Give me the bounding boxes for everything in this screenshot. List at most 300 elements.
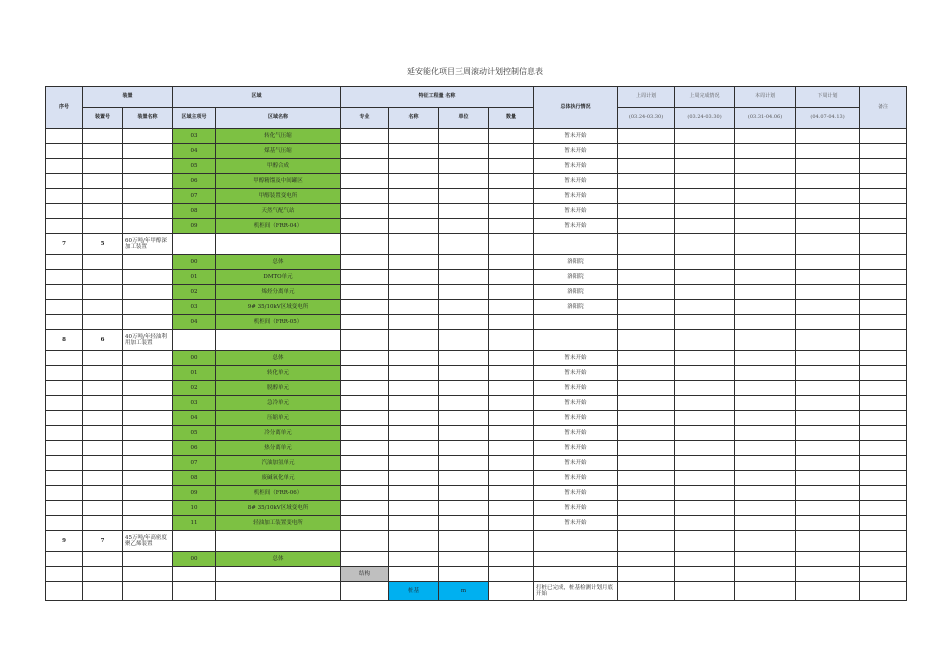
empty-cell bbox=[796, 426, 860, 441]
empty-cell bbox=[675, 315, 735, 330]
empty-cell bbox=[735, 441, 796, 456]
device-name-cell bbox=[123, 396, 173, 411]
empty-cell bbox=[618, 582, 675, 601]
empty-cell bbox=[796, 501, 860, 516]
exec-status-cell: 洛阳院 bbox=[534, 255, 618, 270]
empty-cell bbox=[618, 552, 675, 567]
area-main-item-cell: 04 bbox=[173, 315, 216, 330]
qty-unit-cell: m bbox=[439, 582, 489, 601]
empty-cell bbox=[735, 426, 796, 441]
qty-quantity-cell bbox=[489, 582, 534, 601]
empty-cell bbox=[796, 129, 860, 144]
area-name-cell: 废碱氧化单元 bbox=[216, 471, 341, 486]
device-no-cell bbox=[83, 315, 123, 330]
empty-cell bbox=[439, 531, 489, 552]
empty-cell bbox=[618, 285, 675, 300]
qty-quantity-cell bbox=[489, 381, 534, 396]
table-row bbox=[46, 219, 907, 234]
qty-quantity-cell bbox=[489, 159, 534, 174]
seq-cell bbox=[46, 486, 83, 501]
empty-cell bbox=[735, 396, 796, 411]
empty-cell bbox=[618, 159, 675, 174]
header-area: 区域 bbox=[173, 87, 341, 108]
qty-unit-cell bbox=[439, 270, 489, 285]
empty-cell bbox=[675, 456, 735, 471]
empty-cell bbox=[735, 582, 796, 601]
empty-cell bbox=[796, 159, 860, 174]
qty-name-cell bbox=[389, 471, 439, 486]
qty-name-cell bbox=[389, 219, 439, 234]
device-no-cell: 7 bbox=[83, 531, 123, 552]
empty-cell bbox=[675, 441, 735, 456]
area-name-cell: 转化单元 bbox=[216, 366, 341, 381]
device-no-cell bbox=[83, 381, 123, 396]
table-row bbox=[46, 582, 907, 601]
seq-cell bbox=[46, 300, 83, 315]
area-name-cell: 烯烃分离单元 bbox=[216, 285, 341, 300]
device-no-cell bbox=[83, 144, 123, 159]
header-qty-group: 特征工程量 名称 bbox=[341, 87, 534, 108]
specialty-cell bbox=[341, 411, 389, 426]
empty-cell bbox=[618, 300, 675, 315]
qty-unit-cell bbox=[439, 189, 489, 204]
area-main-item-cell: 08 bbox=[173, 471, 216, 486]
device-name-cell bbox=[123, 174, 173, 189]
device-no-cell bbox=[83, 174, 123, 189]
device-no-cell bbox=[83, 129, 123, 144]
header-date-next-plan: (04.07-04.13) bbox=[796, 108, 860, 129]
area-main-item-cell: 03 bbox=[173, 129, 216, 144]
empty-cell bbox=[796, 315, 860, 330]
empty-cell bbox=[675, 396, 735, 411]
empty-cell bbox=[173, 330, 216, 351]
qty-name-cell bbox=[389, 366, 439, 381]
empty-cell bbox=[735, 366, 796, 381]
specialty-cell bbox=[341, 219, 389, 234]
empty-cell bbox=[341, 234, 389, 255]
qty-unit-cell bbox=[439, 471, 489, 486]
area-main-item-cell: 04 bbox=[173, 144, 216, 159]
qty-quantity-cell bbox=[489, 501, 534, 516]
specialty-cell: 结构 bbox=[341, 567, 389, 582]
table-row bbox=[46, 411, 907, 426]
table-row bbox=[46, 366, 907, 381]
empty-cell bbox=[860, 270, 907, 285]
exec-status-cell: 暂未开始 bbox=[534, 159, 618, 174]
area-main-item-cell: 09 bbox=[173, 486, 216, 501]
empty-cell bbox=[860, 567, 907, 582]
seq-cell bbox=[46, 129, 83, 144]
area-main-item-cell: 00 bbox=[173, 351, 216, 366]
empty-cell bbox=[534, 531, 618, 552]
header-date-last-plan: (03.24-03.30) bbox=[618, 108, 675, 129]
empty-cell bbox=[860, 381, 907, 396]
seq-cell bbox=[46, 159, 83, 174]
qty-quantity-cell bbox=[489, 204, 534, 219]
specialty-cell bbox=[341, 255, 389, 270]
empty-cell bbox=[796, 486, 860, 501]
device-no-cell bbox=[83, 552, 123, 567]
area-name-cell: 脱醇单元 bbox=[216, 381, 341, 396]
table-row bbox=[46, 255, 907, 270]
table-header bbox=[46, 87, 907, 129]
qty-name-cell bbox=[389, 351, 439, 366]
empty-cell bbox=[860, 456, 907, 471]
empty-cell bbox=[216, 531, 341, 552]
area-main-item-cell: 03 bbox=[173, 396, 216, 411]
header-exec-status: 总体执行情况 bbox=[534, 87, 618, 129]
empty-cell bbox=[618, 270, 675, 285]
qty-name-cell bbox=[389, 204, 439, 219]
empty-cell bbox=[735, 501, 796, 516]
device-name-cell: 45万吨/年高密度聚乙烯装置 bbox=[123, 531, 173, 552]
area-name-cell: 甲醇合成 bbox=[216, 159, 341, 174]
empty-cell bbox=[735, 516, 796, 531]
seq-cell bbox=[46, 426, 83, 441]
qty-quantity-cell bbox=[489, 552, 534, 567]
empty-cell bbox=[796, 204, 860, 219]
specialty-cell bbox=[341, 396, 389, 411]
exec-status-cell: 暂未开始 bbox=[534, 456, 618, 471]
device-name-cell bbox=[123, 129, 173, 144]
empty-cell bbox=[735, 129, 796, 144]
specialty-cell bbox=[341, 351, 389, 366]
qty-name-cell bbox=[389, 300, 439, 315]
qty-unit-cell bbox=[439, 129, 489, 144]
specialty-cell bbox=[341, 441, 389, 456]
qty-name-cell bbox=[389, 129, 439, 144]
table-row bbox=[46, 501, 907, 516]
device-name-cell bbox=[123, 381, 173, 396]
exec-status-cell: 暂未开始 bbox=[534, 189, 618, 204]
device-no-cell bbox=[83, 300, 123, 315]
empty-cell bbox=[735, 471, 796, 486]
empty-cell bbox=[735, 552, 796, 567]
empty-cell bbox=[675, 255, 735, 270]
empty-cell bbox=[860, 411, 907, 426]
device-no-cell bbox=[83, 501, 123, 516]
empty-cell bbox=[618, 234, 675, 255]
device-name-cell bbox=[123, 471, 173, 486]
empty-cell bbox=[735, 411, 796, 426]
seq-cell bbox=[46, 219, 83, 234]
qty-quantity-cell bbox=[489, 516, 534, 531]
specialty-cell bbox=[341, 144, 389, 159]
qty-quantity-cell bbox=[489, 144, 534, 159]
sheet-title: 延安能化项目三周滚动计划控制信息表 bbox=[407, 67, 543, 76]
empty-cell bbox=[796, 330, 860, 351]
area-name-cell: DMTO单元 bbox=[216, 270, 341, 285]
exec-status-cell: 暂未开始 bbox=[534, 411, 618, 426]
seq-cell bbox=[46, 567, 83, 582]
area-main-item-cell: 06 bbox=[173, 441, 216, 456]
empty-cell bbox=[618, 315, 675, 330]
qty-quantity-cell bbox=[489, 255, 534, 270]
qty-name-cell bbox=[389, 552, 439, 567]
qty-name-cell bbox=[389, 255, 439, 270]
specialty-cell bbox=[341, 315, 389, 330]
table-row bbox=[46, 234, 907, 255]
empty-cell bbox=[675, 471, 735, 486]
empty-cell bbox=[735, 381, 796, 396]
empty-cell bbox=[618, 189, 675, 204]
empty-cell bbox=[389, 234, 439, 255]
qty-quantity-cell bbox=[489, 219, 534, 234]
qty-unit-cell bbox=[439, 396, 489, 411]
empty-cell bbox=[796, 300, 860, 315]
area-name-cell: 轻油加工装置变电所 bbox=[216, 516, 341, 531]
empty-cell bbox=[735, 330, 796, 351]
device-name-cell bbox=[123, 351, 173, 366]
area-main-item-cell: 02 bbox=[173, 381, 216, 396]
empty-cell bbox=[675, 204, 735, 219]
empty-cell bbox=[860, 300, 907, 315]
header-date-this-plan: (03.31-04.06) bbox=[735, 108, 796, 129]
table-row bbox=[46, 189, 907, 204]
device-name-cell bbox=[123, 441, 173, 456]
empty-cell bbox=[860, 255, 907, 270]
device-name-cell bbox=[123, 411, 173, 426]
qty-name-cell bbox=[389, 516, 439, 531]
specialty-cell bbox=[341, 501, 389, 516]
empty-cell bbox=[216, 330, 341, 351]
empty-cell bbox=[796, 189, 860, 204]
empty-cell bbox=[735, 204, 796, 219]
empty-cell bbox=[675, 552, 735, 567]
exec-status-cell: 暂未开始 bbox=[534, 471, 618, 486]
qty-unit-cell bbox=[439, 351, 489, 366]
qty-unit-cell bbox=[439, 501, 489, 516]
empty-cell bbox=[860, 471, 907, 486]
device-name-cell bbox=[123, 366, 173, 381]
qty-quantity-cell bbox=[489, 456, 534, 471]
empty-cell bbox=[735, 144, 796, 159]
empty-cell bbox=[675, 129, 735, 144]
specialty-cell bbox=[341, 174, 389, 189]
specialty-cell bbox=[341, 129, 389, 144]
specialty-cell bbox=[341, 426, 389, 441]
qty-unit-cell bbox=[439, 315, 489, 330]
table-row bbox=[46, 531, 907, 552]
qty-quantity-cell bbox=[489, 441, 534, 456]
qty-name-cell bbox=[389, 501, 439, 516]
empty-cell bbox=[618, 351, 675, 366]
device-name-cell bbox=[123, 285, 173, 300]
exec-status-cell bbox=[534, 315, 618, 330]
device-name-cell bbox=[123, 255, 173, 270]
empty-cell bbox=[675, 300, 735, 315]
qty-name-cell bbox=[389, 144, 439, 159]
table-row bbox=[46, 300, 907, 315]
device-no-cell bbox=[83, 351, 123, 366]
device-no-cell bbox=[83, 396, 123, 411]
area-name-cell: 汽油加氢单元 bbox=[216, 456, 341, 471]
table-row bbox=[46, 204, 907, 219]
plan-table bbox=[45, 86, 907, 601]
device-no-cell bbox=[83, 567, 123, 582]
device-name-cell bbox=[123, 189, 173, 204]
seq-cell bbox=[46, 285, 83, 300]
empty-cell bbox=[618, 144, 675, 159]
header-last-week-plan: 上周计划 bbox=[618, 87, 675, 108]
device-name-cell: 40万吨/年轻油利用加工装置 bbox=[123, 330, 173, 351]
device-name-cell: 60万吨/年甲醇深加工装置 bbox=[123, 234, 173, 255]
qty-name-cell bbox=[389, 456, 439, 471]
empty-cell bbox=[860, 189, 907, 204]
empty-cell bbox=[735, 300, 796, 315]
empty-cell bbox=[618, 204, 675, 219]
qty-quantity-cell bbox=[489, 471, 534, 486]
empty-cell bbox=[860, 219, 907, 234]
table-row bbox=[46, 159, 907, 174]
exec-status-cell bbox=[534, 567, 618, 582]
table-row bbox=[46, 129, 907, 144]
device-name-cell bbox=[123, 159, 173, 174]
empty-cell bbox=[860, 552, 907, 567]
qty-unit-cell bbox=[439, 552, 489, 567]
specialty-cell bbox=[341, 582, 389, 601]
header-quantity: 数量 bbox=[489, 108, 534, 129]
qty-quantity-cell bbox=[489, 567, 534, 582]
area-main-item-cell: 07 bbox=[173, 456, 216, 471]
area-main-item-cell: 05 bbox=[173, 159, 216, 174]
qty-quantity-cell bbox=[489, 270, 534, 285]
empty-cell bbox=[860, 285, 907, 300]
device-name-cell bbox=[123, 567, 173, 582]
qty-quantity-cell bbox=[489, 366, 534, 381]
seq-cell bbox=[46, 441, 83, 456]
empty-cell bbox=[860, 174, 907, 189]
device-name-cell bbox=[123, 501, 173, 516]
empty-cell bbox=[796, 285, 860, 300]
empty-cell bbox=[675, 501, 735, 516]
empty-cell bbox=[675, 381, 735, 396]
specialty-cell bbox=[341, 366, 389, 381]
specialty-cell bbox=[341, 189, 389, 204]
qty-name-cell: 桩基 bbox=[389, 582, 439, 601]
empty-cell bbox=[735, 315, 796, 330]
empty-cell bbox=[618, 426, 675, 441]
area-name-cell: 机柜间（FRR-04） bbox=[216, 219, 341, 234]
qty-unit-cell bbox=[439, 567, 489, 582]
specialty-cell bbox=[341, 270, 389, 285]
empty-cell bbox=[618, 381, 675, 396]
device-no-cell bbox=[83, 255, 123, 270]
empty-cell bbox=[489, 234, 534, 255]
exec-status-cell: 暂未开始 bbox=[534, 366, 618, 381]
empty-cell bbox=[860, 159, 907, 174]
exec-status-cell: 暂未开始 bbox=[534, 516, 618, 531]
area-name-cell: 总体 bbox=[216, 255, 341, 270]
device-no-cell bbox=[83, 516, 123, 531]
exec-status-cell: 洛阳院 bbox=[534, 285, 618, 300]
specialty-cell bbox=[341, 300, 389, 315]
empty-cell bbox=[675, 330, 735, 351]
seq-cell: 8 bbox=[46, 330, 83, 351]
device-no-cell bbox=[83, 366, 123, 381]
specialty-cell bbox=[341, 516, 389, 531]
table-row bbox=[46, 471, 907, 486]
empty-cell bbox=[675, 234, 735, 255]
area-main-item-cell: 10 bbox=[173, 501, 216, 516]
area-name-cell: 总体 bbox=[216, 351, 341, 366]
qty-unit-cell bbox=[439, 426, 489, 441]
area-name-cell: 总体 bbox=[216, 552, 341, 567]
device-name-cell bbox=[123, 552, 173, 567]
area-main-item-cell bbox=[173, 582, 216, 601]
table-row bbox=[46, 351, 907, 366]
empty-cell bbox=[860, 486, 907, 501]
empty-cell bbox=[860, 315, 907, 330]
exec-status-cell: 洛阳院 bbox=[534, 300, 618, 315]
qty-quantity-cell bbox=[489, 486, 534, 501]
device-name-cell bbox=[123, 204, 173, 219]
seq-cell bbox=[46, 552, 83, 567]
device-no-cell bbox=[83, 486, 123, 501]
empty-cell bbox=[489, 330, 534, 351]
area-main-item-cell: 07 bbox=[173, 189, 216, 204]
header-last-week-done: 上周完成情况 bbox=[675, 87, 735, 108]
area-name-cell: 煤基气压缩 bbox=[216, 144, 341, 159]
empty-cell bbox=[675, 144, 735, 159]
seq-cell bbox=[46, 456, 83, 471]
table-row bbox=[46, 426, 907, 441]
specialty-cell bbox=[341, 471, 389, 486]
qty-unit-cell bbox=[439, 255, 489, 270]
empty-cell bbox=[618, 456, 675, 471]
qty-quantity-cell bbox=[489, 189, 534, 204]
empty-cell bbox=[216, 234, 341, 255]
empty-cell bbox=[796, 219, 860, 234]
area-main-item-cell: 11 bbox=[173, 516, 216, 531]
device-no-cell bbox=[83, 270, 123, 285]
exec-status-cell: 暂未开始 bbox=[534, 204, 618, 219]
empty-cell bbox=[796, 366, 860, 381]
device-no-cell bbox=[83, 204, 123, 219]
qty-quantity-cell bbox=[489, 315, 534, 330]
empty-cell bbox=[796, 255, 860, 270]
empty-cell bbox=[618, 366, 675, 381]
empty-cell bbox=[534, 330, 618, 351]
empty-cell bbox=[389, 531, 439, 552]
area-name-cell: 热分离单元 bbox=[216, 441, 341, 456]
empty-cell bbox=[618, 471, 675, 486]
device-no-cell: 5 bbox=[83, 234, 123, 255]
empty-cell bbox=[796, 381, 860, 396]
empty-cell bbox=[618, 531, 675, 552]
area-name-cell bbox=[216, 567, 341, 582]
empty-cell bbox=[618, 396, 675, 411]
device-no-cell bbox=[83, 219, 123, 234]
qty-name-cell bbox=[389, 381, 439, 396]
empty-cell bbox=[735, 234, 796, 255]
empty-cell bbox=[735, 567, 796, 582]
qty-name-cell bbox=[389, 174, 439, 189]
qty-unit-cell bbox=[439, 285, 489, 300]
qty-name-cell bbox=[389, 441, 439, 456]
area-name-cell: 压缩单元 bbox=[216, 411, 341, 426]
table-row bbox=[46, 144, 907, 159]
device-name-cell bbox=[123, 486, 173, 501]
seq-cell bbox=[46, 582, 83, 601]
empty-cell bbox=[675, 516, 735, 531]
empty-cell bbox=[439, 330, 489, 351]
device-no-cell bbox=[83, 456, 123, 471]
empty-cell bbox=[675, 351, 735, 366]
empty-cell bbox=[796, 531, 860, 552]
device-name-cell bbox=[123, 300, 173, 315]
empty-cell bbox=[489, 531, 534, 552]
